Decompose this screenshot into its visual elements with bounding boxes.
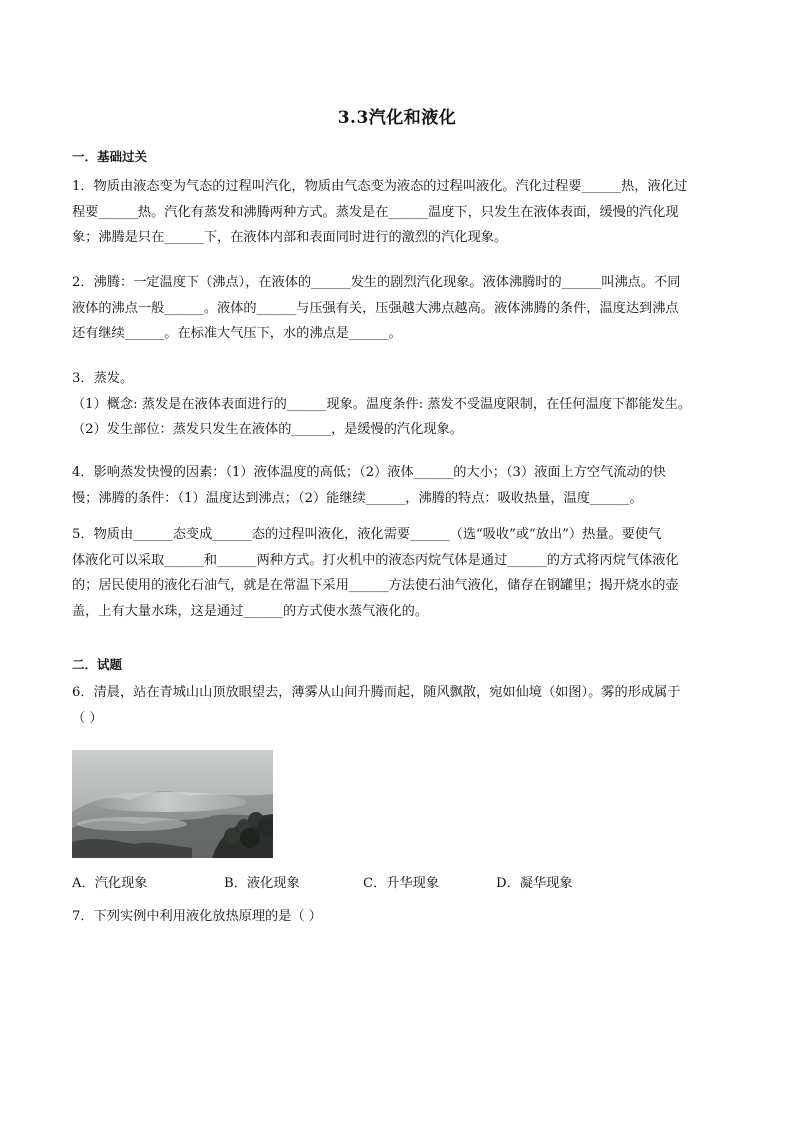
question-6	[72, 680, 724, 731]
option-c: C．升华现象	[363, 876, 440, 891]
section-heading-exercises: 二．试题	[72, 657, 123, 672]
section-heading-basics: 一．基础过关	[72, 149, 148, 164]
page-title: 3.3汽化和液化	[337, 108, 457, 128]
question-1-line: 程要______热。汽化有蒸发和沸腾两种方式。蒸发是在______温度下，只发生在液体表面，缓慢的汽化现	[72, 204, 679, 220]
misty-mountain-image	[72, 750, 273, 858]
question-1	[72, 174, 724, 251]
question-2-line: 还有继续______。在标准大气压下，水的沸点是______。	[72, 326, 402, 342]
question-3-line: 3．蒸发。	[72, 371, 134, 386]
question-4-line: 4．影响蒸发快慢的因素：（1）液体温度的高低；（2）液体______的大小；（3）液面上方空气流动的快	[72, 465, 667, 480]
option-d: D．凝华现象	[496, 876, 573, 891]
question-3	[72, 366, 724, 443]
question-5-line: 的；居民使用的液化石油气，就是在常温下采用______方法使石油气液化，储存在钢罐里；揭开烧水的壶	[72, 578, 679, 594]
question-4-line: 慢；沸腾的条件：（1）温度达到沸点；（2）能继续______，沸腾的特点：吸收热量，温度______。	[72, 490, 643, 506]
question-1-line: 象；沸腾是只在______下，在液体内部和表面同时进行的激烈的汽化现象。	[72, 230, 508, 246]
question-1-line: 1．物质由液态变为气态的过程叫汽化，物质由气态变为液态的过程叫液化。汽化过程要______热，液化过	[72, 179, 688, 194]
question-3-line: （2）发生部位：蒸发只发生在液体的______，是缓慢的汽化现象。	[72, 422, 463, 438]
question-3-line: （1）概念: 蒸发是在液体表面进行的______现象。温度条件: 蒸发不受温度限制，在任何温度下都能发生。	[72, 396, 692, 412]
question-2-line: 2．沸腾：一定温度下（沸点），在液体的______发生的剧烈汽化现象。液体沸腾时的______叫沸点。不同	[72, 275, 681, 290]
question-7-line: 7．下列实例中利用液化放热原理的是（ ）	[72, 909, 322, 924]
question-2	[72, 270, 724, 347]
question-6-options	[72, 871, 724, 897]
option-a: A．汽化现象	[72, 876, 148, 891]
question-5-line: 体液化可以采取______和______两种方式。打火机中的液态丙烷气体是通过______的方式将丙烷气体液化	[72, 552, 679, 568]
misty-mountain-photo	[72, 750, 273, 858]
question-2-line: 液体的沸点一般______。液体的______与压强有关，压强越大沸点越高。液体沸腾的条件，温度达到沸点	[72, 300, 679, 316]
question-6-line: 6．清晨，站在青城山山顶放眼望去，薄雾从山间升腾而起，随风飘散，宛如仙境（如图）。雾的形成属于	[72, 685, 681, 700]
question-7	[72, 904, 724, 930]
question-5-line: 5．物质由______态变成______态的过程叫液化，液化需要______（选“吸收”或“放出”）热量。要使气	[72, 527, 662, 542]
option-b: B．液化现象	[224, 876, 300, 891]
question-5	[72, 522, 724, 624]
question-4	[72, 460, 724, 511]
question-6-line: （ ）	[72, 710, 103, 726]
question-5-line: 盖，上有大量水珠，这是通过______的方式使水蒸气液化的。	[72, 603, 429, 619]
